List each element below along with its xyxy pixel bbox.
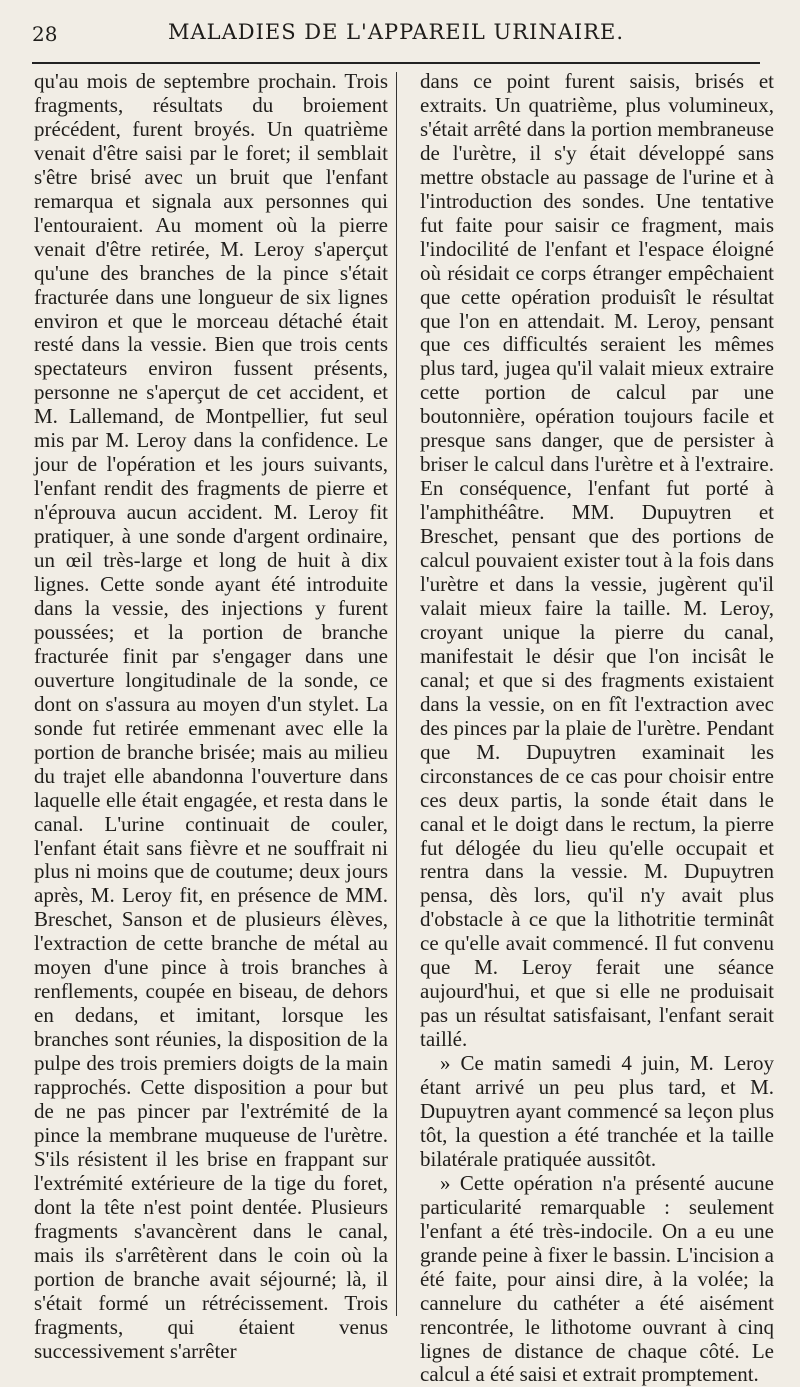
paragraph: » Ce matin samedi 4 juin, M. Leroy étant arrivé un peu plus tard, et M. Dupuytren ayant commencé sa leçon plus tôt, la question a été tranchée et la taille bilatérale pratiquée aussitôt. — [420, 1051, 774, 1171]
page-number: 28 — [32, 22, 58, 46]
running-head: MALADIES DE L'APPAREIL URINAIRE. — [167, 20, 625, 44]
paragraph: qu'au mois de septembre prochain. Trois fragments, résultats du broiement précédent, furent broyés. Un quatrième venait d'être saisi par le foret; il semblait s'être brisé avec un bruit que l'enfant remarqua et signala aux personnes qui l'entouraient. Au moment où la pierre venait d'être retirée, M. Leroy s'aperçut qu'une des branches de la pince s'était fracturée dans une longueur de six lignes environ et que le morceau détaché était resté dans la vessie. Bien que trois cents spectateurs environ fussent présents, personne ne s'aperçut de cet accident, et M. Lallemand, de Montpellier, fut seul mis par M. Leroy dans la confidence. Le jour de l'opération et les jours suivants, l'enfant rendit des fragments de pierre et n'éprouva aucun accident. M. Leroy fit pratiquer, à une sonde d'argent ordinaire, un œil très-large et long de huit à dix lignes. Cette sonde ayant été introduite dans la vessie, des injections y furent poussées; et la portion de branche fracturée finit par s'engager dans une ouverture longitudinale de la sonde, ce dont on s'assura au moyen d'un stylet. La sonde fut retirée emmenant avec elle la portion de branche brisée; mais au milieu du trajet elle abandonna l'ouverture dans laquelle elle était engagée, et resta dans le canal. L'urine continuait de couler, l'enfant était sans fièvre et ne souffrait ni plus ni moins que de coutume; deux jours après, M. Leroy fit, en présence de MM. Breschet, Sanson et de plusieurs élèves, l'extraction de cette branche de métal au moyen d'une pince à trois branches à renflements, coupée en biseau, de dehors en dedans, et imitant, lorsque les branches sont réunies, la disposition de la pulpe des trois premiers doigts de la main rapprochés. Cette disposition a pour but de ne pas pincer par l'extrémité de la pince la membrane muqueuse de l'urètre. S'ils résistent il les brise en frappant sur l'extrémité extérieure de la tige du foret, dont la tête n'est point dentée. Plusieurs fragments s'avancèrent dans le canal, mais ils s'arrêtèrent dans le coin où la portion de branche avait séjourné; là, il s'était formé un rétrécissement. Trois fragments, qui étaient venus successivement s'arrêter — [34, 69, 388, 1363]
paragraph: » Cette opération n'a présenté aucune particularité remarquable : seulement l'enfant a été très-indocile. On a eu une grande peine à fixer le bassin. L'incision a été faite, pour ainsi dire, à la volée; la cannelure du cathéter a été aisément rencontrée, le lithotome ouvrant à cinq lignes de distance de chaque côté. Le calcul a été saisi et extrait promptement. — [420, 1170, 774, 1387]
paragraph: dans ce point furent saisis, brisés et extraits. Un quatrième, plus volumineux, s'était arrêté dans la portion membraneuse de l'urètre, il s'y était développé sans mettre obstacle au passage de l'urine et à l'introduction des sondes. Une tentative fut faite pour saisir ce fragment, mais l'indocilité de l'enfant et l'espace éloigné où résidait ce corps étranger empêchaient que cette opération produisît le résultat que l'on en attendait. M. Leroy, pensant que ces difficultés seraient les mêmes plus tard, jugea qu'il valait mieux extraire cette portion de calcul par une boutonnière, opération toujours facile et presque sans danger, que de persister à briser le calcul dans l'urètre et à l'extraire. En conséquence, l'enfant fut porté à l'amphithéâtre. MM. Dupuytren et Breschet, pensant que des portions de calcul pouvaient exister tout à la fois dans l'urètre et dans la vessie, jugèrent qu'il valait mieux faire la taille. M. Leroy, croyant unique la pierre du canal, manifestait le désir que l'on incisât le canal; et que si des fragments existaient dans la vessie, on en fît l'extraction avec des pinces par la plaie de l'urètre. Pendant que M. Dupuytren examinait les circonstances de ce cas pour choisir entre ces deux partis, la sonde était dans le canal et le doigt dans le rectum, la pierre fut délogée du lieu qu'elle occupait et rentra dans la vessie. M. Dupuytren pensa, dès lors, qu'il n'y avait plus d'obstacle à ce que la lithotritie terminât ce qu'elle avait commencé. Il fut convenu que M. Leroy ferait une séance aujourd'hui, et que si elle ne produisait pas un résultat satisfaisant, l'enfant serait taillé. — [420, 69, 774, 1052]
right-column — [420, 70, 774, 1387]
left-column — [34, 70, 388, 1363]
column-divider — [396, 72, 397, 1316]
header-rule — [32, 62, 760, 64]
page-header — [32, 14, 760, 54]
